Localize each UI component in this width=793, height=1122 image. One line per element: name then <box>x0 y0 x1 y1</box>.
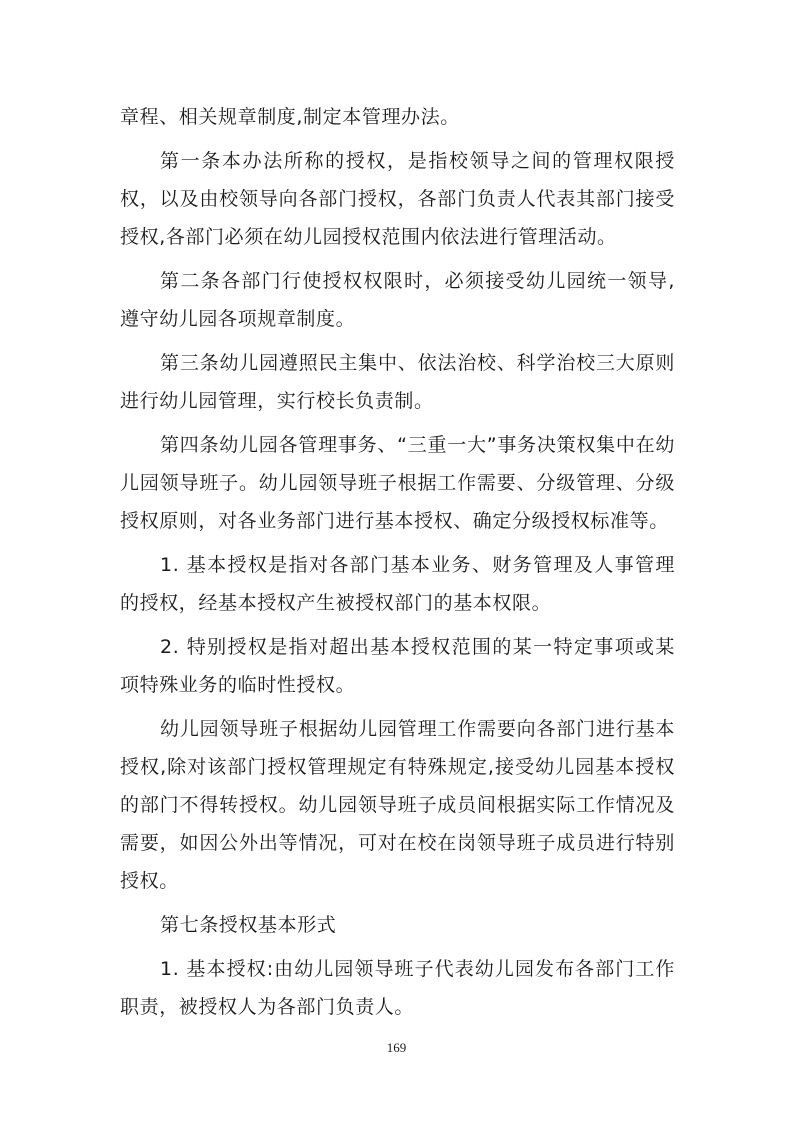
paragraph-article-1: 第一条本办法所称的授权，是指校领导之间的管理权限授权，以及由校领导向各部门授权，各部门负责人代表其部门接受授权,各部门必须在幼儿园授权范围内依法进行管理活动。 <box>120 150 675 248</box>
paragraph-article-3: 第三条幼儿园遵照民主集中、依法治校、科学治校三大原则进行幼儿园管理，实行校长负责制。 <box>120 352 675 412</box>
paragraph-article-2: 第二条各部门行使授权权限时，必须接受幼儿园统一领导,遵守幼儿园各项规章制度。 <box>120 270 675 330</box>
paragraph-leadership-authorization: 幼儿园领导班子根据幼儿园管理工作需要向各部门进行基本授权,除对该部门授权管理规定有特殊规定,接受幼儿园基本授权的部门不得转授权。幼儿园领导班子成员间根据实际工作情况及需要，如因公外出等情况，可对在校在岗领导班子成员进行特别授权。 <box>120 718 675 892</box>
page-number: 169 <box>386 1040 407 1055</box>
body-text <box>120 98 675 1032</box>
paragraph-article-7-item-1: 1. 基本授权:由幼儿园领导班子代表幼儿园发布各部门工作职责，被授权人为各部门负责人。 <box>120 958 675 1018</box>
paragraph-basic-authorization: 1. 基本授权是指对各部门基本业务、财务管理及人事管理的授权，经基本授权产生被授权部门的基本权限。 <box>120 554 675 614</box>
paragraph-special-authorization: 2. 特别授权是指对超出基本授权范围的某一特定事项或某项特殊业务的临时性授权。 <box>120 636 675 696</box>
paragraph-continuation: 章程、相关规章制度,制定本管理办法。 <box>120 106 460 128</box>
paragraph-article-7-heading: 第七条授权基本形式 <box>160 914 337 936</box>
paragraph-article-4: 第四条幼儿园各管理事务、“三重一大”事务决策权集中在幼儿园领导班子。幼儿园领导班子根据工作需要、分级管理、分级授权原则，对各业务部门进行基本授权、确定分级授权标准等。 <box>120 434 675 532</box>
